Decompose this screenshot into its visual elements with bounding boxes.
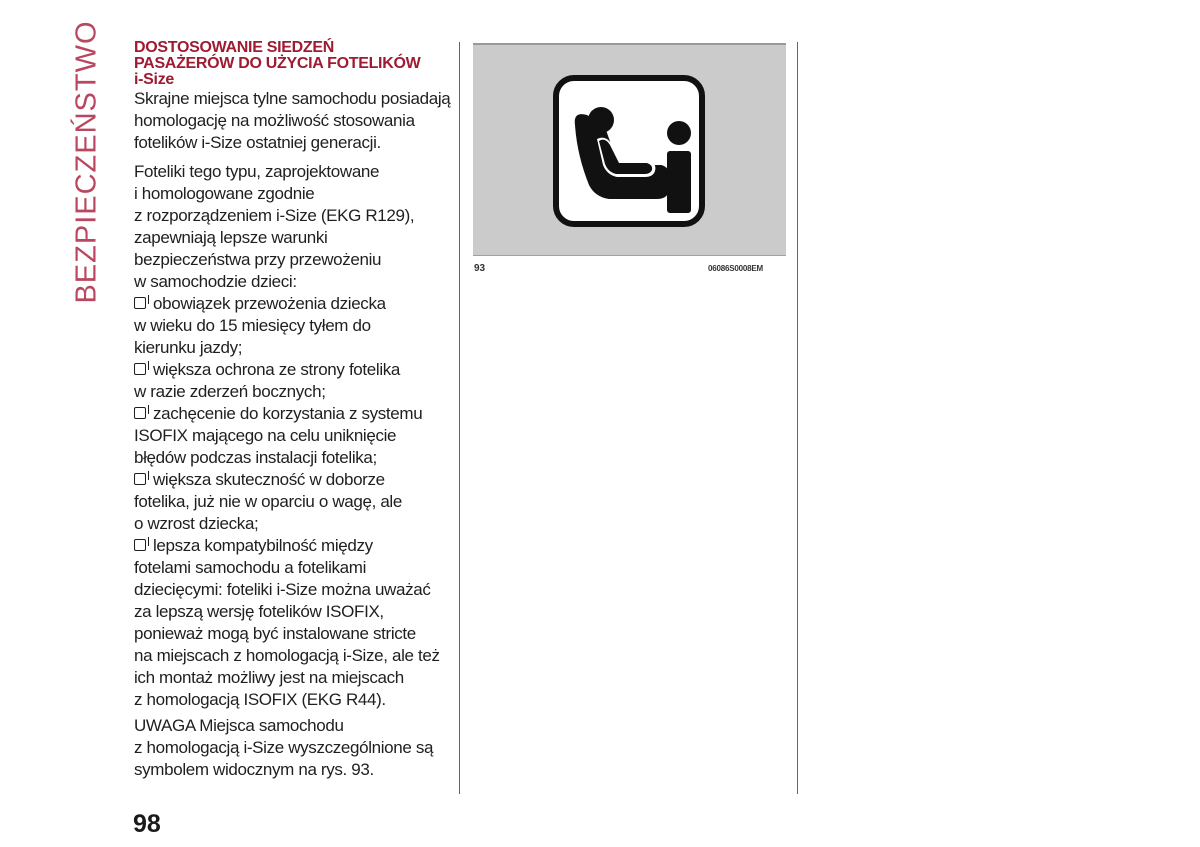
main-text-column	[134, 40, 449, 788]
text-line: fotelika, już nie w oparciu o wagę, ale	[134, 492, 402, 511]
text-line: symbolem widocznym na rys. 93.	[134, 760, 374, 779]
list-item	[134, 293, 449, 359]
text-line: fotelami samochodu a fotelikami	[134, 558, 366, 577]
text-line: i homologowane zgodnie	[134, 184, 315, 203]
checkbox-bullet-icon	[134, 407, 146, 419]
text-line: w samochodzie dzieci:	[134, 272, 297, 291]
paragraph	[134, 88, 449, 154]
text-line: zapewniają lepsze warunki	[134, 228, 328, 247]
checkbox-bullet-icon	[134, 363, 146, 375]
section-side-title-text: BEZPIECZEŃSTWO	[70, 20, 103, 304]
paragraph	[134, 161, 449, 293]
text-line: w wieku do 15 miesięcy tyłem do	[134, 316, 371, 335]
text-line: z homologacją i-Size wyszczególnione są	[134, 738, 434, 757]
text-line: UWAGA Miejsca samochodu	[134, 716, 344, 735]
column-divider	[797, 42, 798, 794]
checkbox-bullet-icon	[134, 297, 146, 309]
text-line: fotelików i-Size ostatniej generacji.	[134, 133, 381, 152]
heading-line: DOSTOSOWANIE SIEDZEŃ	[134, 39, 334, 56]
section-side-title	[70, 20, 104, 304]
text-line: Skrajne miejsca tylne samochodu posiadają	[134, 89, 451, 108]
figure-code: 06086S0008EM	[708, 264, 763, 273]
heading-line: PASAŻERÓW DO UŻYCIA FOTELIKÓW	[134, 55, 421, 72]
column-divider	[459, 42, 460, 794]
list-item	[134, 535, 449, 711]
checkbox-bullet-icon	[134, 473, 146, 485]
text-line: błędów podczas instalacji fotelika;	[134, 448, 377, 467]
text-line: ISOFIX mającego na celu uniknięcie	[134, 426, 397, 445]
checkbox-bullet-icon	[134, 539, 146, 551]
text-line: w razie zderzeń bocznych;	[134, 382, 326, 401]
text-line: na miejscach z homologacją i-Size, ale też	[134, 646, 440, 665]
figure-number: 93	[474, 263, 486, 274]
text-line: dziecięcymi: foteliki i-Size można uważać	[134, 580, 431, 599]
text-line: o wzrost dziecka;	[134, 514, 259, 533]
body-text	[134, 88, 449, 781]
text-line: zachęcenie do korzystania z systemu	[153, 404, 423, 423]
list-item	[134, 359, 449, 403]
text-line: ich montaż możliwy jest na miejscach	[134, 668, 404, 687]
heading-line: i-Size	[134, 71, 174, 88]
isize-child-seat-icon	[553, 75, 705, 227]
text-line: Foteliki tego typu, zaprojektowane	[134, 162, 380, 181]
text-line: z homologacją ISOFIX (EKG R44).	[134, 690, 386, 709]
text-line: obowiązek przewożenia dziecka	[153, 294, 386, 313]
bullet-list	[134, 293, 449, 711]
text-line: homologację na możliwość stosowania	[134, 111, 415, 130]
text-line: za lepszą wersję fotelików ISOFIX,	[134, 602, 384, 621]
text-line: ponieważ mogą być instalowane stricte	[134, 624, 416, 643]
list-item	[134, 469, 449, 535]
list-item	[134, 403, 449, 469]
page-number: 98	[133, 810, 161, 838]
note-paragraph	[134, 715, 449, 781]
text-line: lepsza kompatybilność między	[153, 536, 373, 555]
text-line: większa skuteczność w doborze	[153, 470, 385, 489]
text-line: kierunku jazdy;	[134, 338, 243, 357]
text-line: z rozporządzeniem i-Size (EKG R129),	[134, 206, 415, 225]
text-line: większa ochrona ze strony fotelika	[153, 360, 401, 379]
text-line: bezpieczeństwa przy przewożeniu	[134, 250, 382, 269]
section-heading	[134, 40, 449, 88]
figure-93	[473, 43, 786, 256]
